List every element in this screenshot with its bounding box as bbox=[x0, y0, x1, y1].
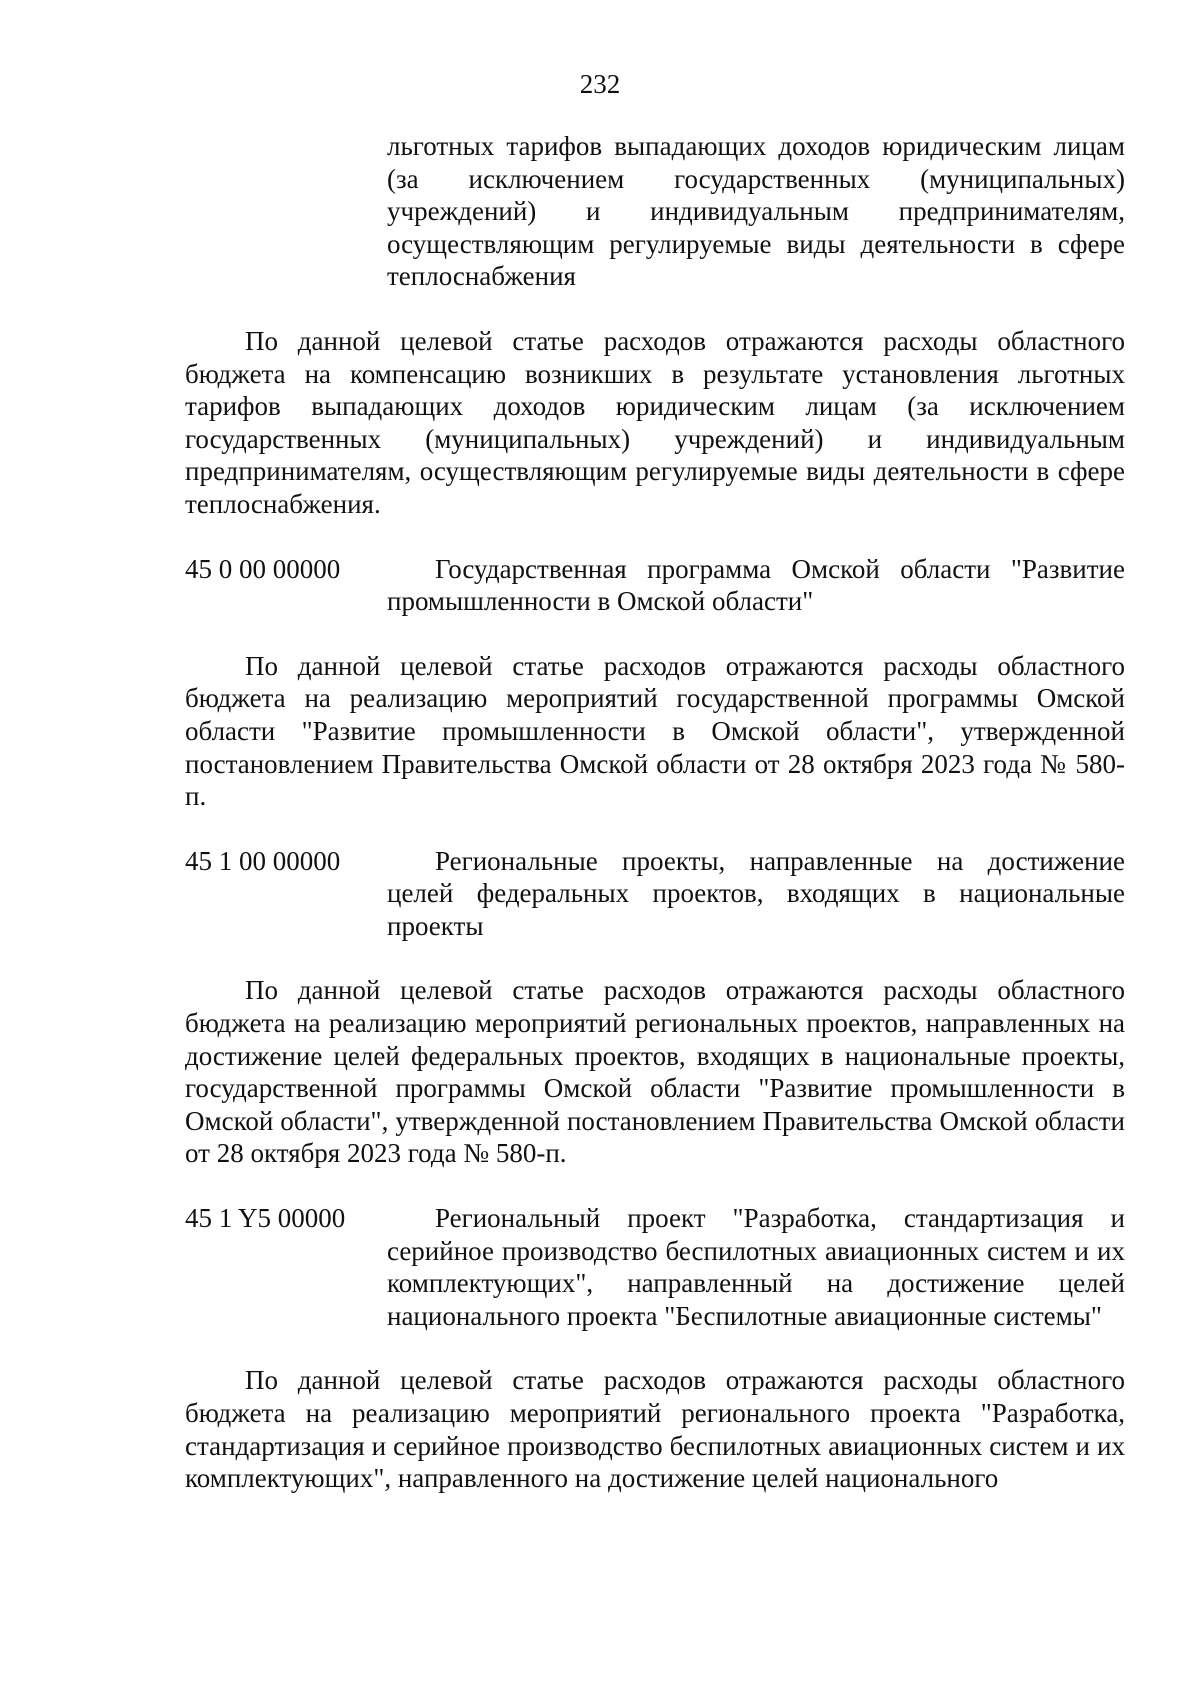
document-body bbox=[185, 130, 1125, 1495]
entry-code: 45 0 00 00000 bbox=[185, 553, 341, 584]
entry-code: 45 1 00 00000 bbox=[185, 845, 341, 876]
page-number: 232 bbox=[579, 69, 621, 99]
budget-entry bbox=[185, 845, 1125, 943]
budget-entry bbox=[185, 1202, 1125, 1332]
entry-title: Региональный проект "Разработка, стандартизация и серийное производство беспилотных авиационных систем и их комплектующих", направленный на достижение целей национального проекта "Беспилотные авиационные системы" bbox=[387, 1203, 1125, 1331]
entry-description: По данной целевой статье расходов отражаются расходы областного бюджета на реализацию мероприятий регионального проекта "Разработка, стандартизация и серийное производство беспилотных авиационных систем и их комплектующих", направленного на достижение целей национального bbox=[185, 1365, 1125, 1494]
budget-entry bbox=[185, 553, 1125, 618]
intro-paragraph: По данной целевой статье расходов отражаются расходы областного бюджета на компенсацию возникших в результате установления льготных тарифов выпадающих доходов юридическим лицам (за исключением государственных (муниципальных) учреждений) и индивидуальным предпринимателям, осуществляющим регулируемые виды деятельности в сфере теплоснабжения. bbox=[185, 325, 1125, 519]
entry-code: 45 1 Y5 00000 bbox=[185, 1203, 346, 1234]
continued-heading: льготных тарифов выпадающих доходов юридическим лицам (за исключением государственных (муниципальных) учреждений) и индивидуальным предпринимателям, осуществляющим регулируемые виды деятельности в сфере теплоснабжения bbox=[387, 131, 1125, 292]
entry-description: По данной целевой статье расходов отражаются расходы областного бюджета на реализацию мероприятий региональных проектов, направленных на достижение целей федеральных проектов, входящих в национальные проекты, государственной программы Омской области "Развитие промышленности в Омской области", утвержденной постановлением Правительства Омской области от 28 октября 2023 года № 580-п. bbox=[185, 975, 1125, 1169]
entry-title: Государственная программа Омской области "Развитие промышленности в Омской области" bbox=[387, 553, 1125, 617]
entry-title: Региональные проекты, направленные на достижение целей федеральных проектов, входящих в национальные проекты bbox=[387, 845, 1125, 941]
entry-description: По данной целевой статье расходов отражаются расходы областного бюджета на реализацию мероприятий государственной программы Омской области "Развитие промышленности в Омской области", утвержденной постановлением Правительства Омской области от 28 октября 2023 года № 580-п. bbox=[185, 650, 1125, 812]
